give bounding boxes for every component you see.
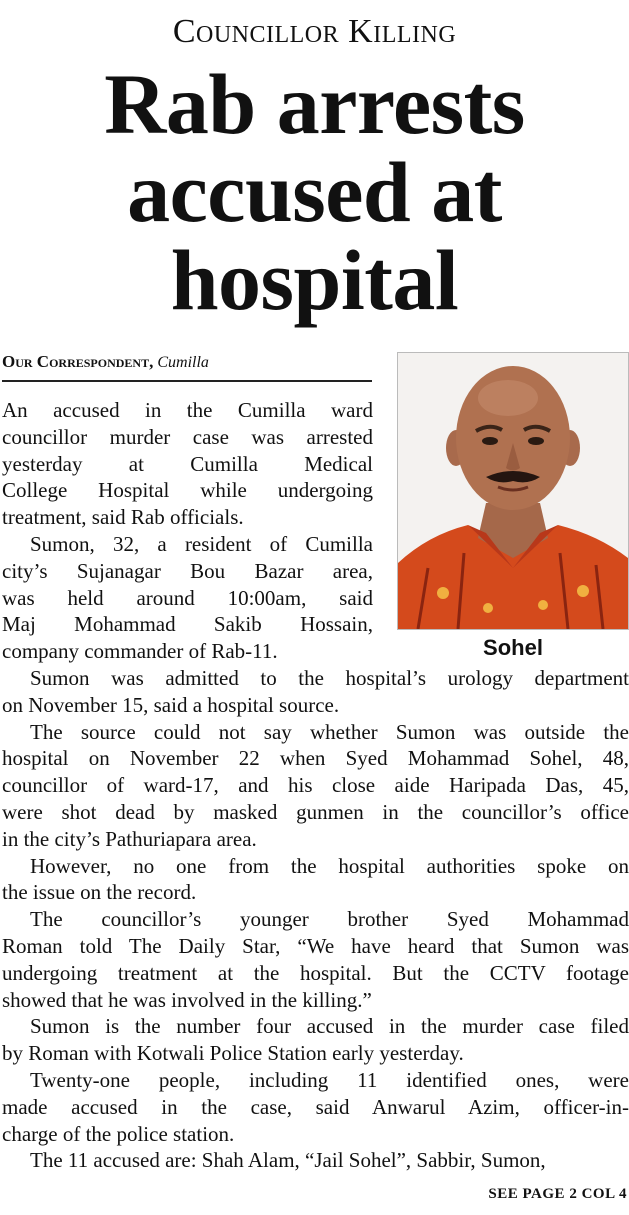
article-line: by Roman with Kotwali Police Station early yesterday. xyxy=(2,1041,464,1066)
kicker: Councillor Killing xyxy=(172,13,457,50)
article-line: The councillor’s younger brother Syed Mohammad xyxy=(30,907,629,932)
jump-reference: SEE PAGE 2 COL 4 xyxy=(488,1186,627,1202)
byline xyxy=(2,351,374,374)
article-line: Sumon is the number four accused in the murder case filed xyxy=(30,1014,629,1039)
article-line: Sumon, 32, a resident of Cumilla xyxy=(30,531,373,556)
headline-line: hospital xyxy=(170,232,459,328)
article-line: in the city’s Pathuriapara area. xyxy=(2,826,257,851)
article-line: Roman told The Daily Star, “We have heard that Sumon was xyxy=(2,933,629,958)
article-line: College Hospital while undergoing xyxy=(2,478,373,503)
article-line: charge of the police station. xyxy=(2,1121,235,1146)
article-line: company commander of Rab-11. xyxy=(2,639,278,664)
article-line: the issue on the record. xyxy=(2,880,197,905)
byline-location: Cumilla xyxy=(157,354,209,371)
article-line: yesterday at Cumilla Medical xyxy=(2,451,373,476)
article-line: councillor murder case was arrested xyxy=(2,424,373,449)
article-line: was held around 10:00am, said xyxy=(2,585,373,610)
article-line: Sumon was admitted to the hospital’s urology department xyxy=(30,665,629,690)
article-line: treatment, said Rab officials. xyxy=(2,505,244,530)
headline-line: Rab arrests xyxy=(104,56,525,152)
article-line: However, no one from the hospital authorities spoke on xyxy=(30,853,629,878)
article-line: Maj Mohammad Sakib Hossain, xyxy=(2,612,373,637)
article-line: on November 15, said a hospital source. xyxy=(2,692,340,717)
article-line: showed that he was involved in the killing.” xyxy=(2,987,372,1012)
headline-line: accused at xyxy=(127,144,502,240)
byline-rule xyxy=(2,380,372,382)
article-line: councillor of ward-17, and his close aide Haripada Das, 45, xyxy=(2,773,629,798)
article-line: were shot dead by masked gunmen in the councillor’s office xyxy=(2,799,629,824)
article-line: Twenty-one people, including 11 identified ones, were xyxy=(30,1067,629,1092)
byline-name: Our Correspondent, xyxy=(2,352,154,371)
headline xyxy=(0,56,629,328)
article-line: hospital on November 22 when Syed Mohammad Sohel, 48, xyxy=(2,746,629,771)
article-line: undergoing treatment at the hospital. But the CCTV footage xyxy=(2,960,629,985)
article-line: made accused in the case, said Anwarul Azim, officer-in- xyxy=(2,1094,629,1119)
article-line: city’s Sujanagar Bou Bazar area, xyxy=(2,558,373,583)
article-line: An accused in the Cumilla ward xyxy=(2,398,373,422)
article-body xyxy=(2,397,629,1174)
article-line: The source could not say whether Sumon was outside the xyxy=(30,719,629,744)
article-line: The 11 accused are: Shah Alam, “Jail Sohel”, Sabbir, Sumon, xyxy=(30,1148,546,1173)
photo-caption: Sohel xyxy=(483,635,543,660)
